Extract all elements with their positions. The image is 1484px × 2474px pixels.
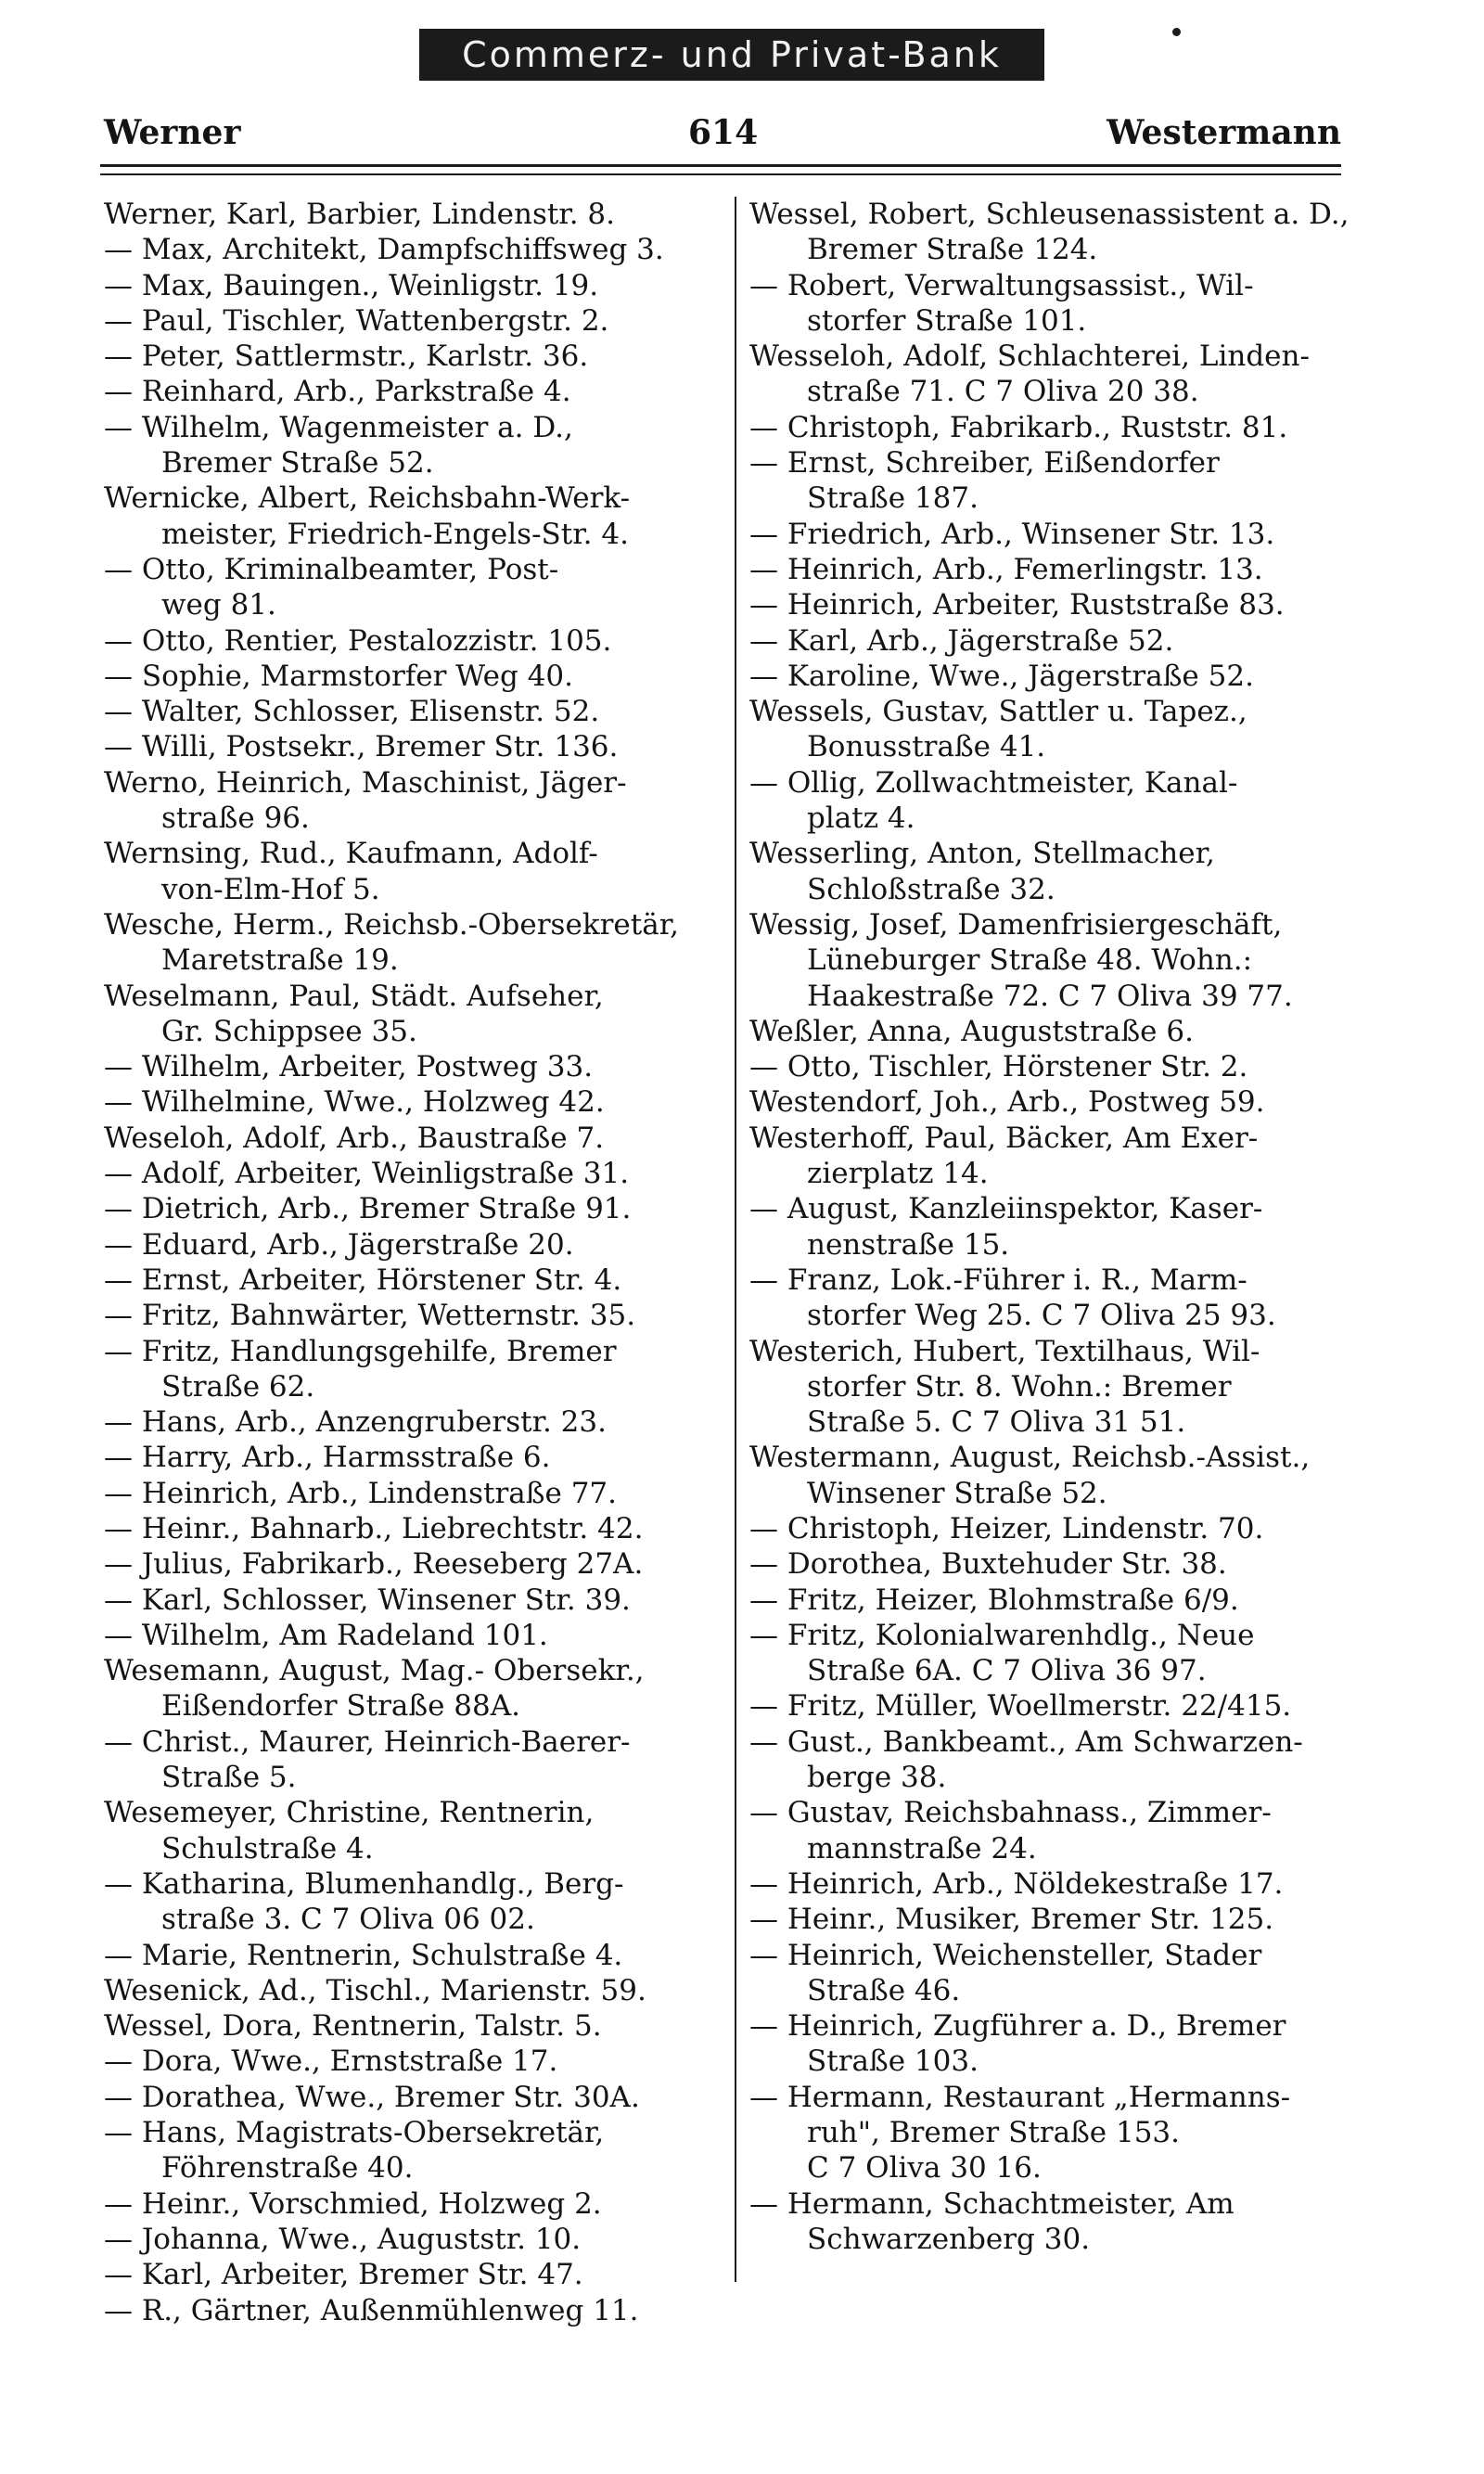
header-rule-thin	[100, 173, 1341, 175]
directory-line: — August, Kanzleiinspektor, Kaser-	[749, 1192, 1263, 1226]
directory-line: Bonusstraße 41.	[807, 730, 1046, 764]
directory-line: — Christoph, Heizer, Lindenstr. 70.	[749, 1511, 1264, 1545]
directory-line: — Wilhelmine, Wwe., Holzweg 42.	[104, 1085, 605, 1120]
directory-line: Bremer Straße 52.	[161, 446, 434, 481]
directory-line: — Wilhelm, Wagenmeister a. D.,	[104, 410, 573, 444]
directory-line: — Karl, Schlosser, Winsener Str. 39.	[104, 1583, 631, 1617]
directory-line: — Ernst, Arbeiter, Hörstener Str. 4.	[104, 1263, 622, 1297]
directory-line: Westerich, Hubert, Textilhaus, Wil-	[749, 1334, 1260, 1368]
directory-line: storfer Str. 8. Wohn.: Bremer	[807, 1369, 1232, 1404]
directory-line: berge 38.	[807, 1761, 947, 1795]
directory-line: meister, Friedrich-Engels-Str. 4.	[161, 517, 629, 551]
directory-line: platz 4.	[807, 801, 915, 836]
directory-line: zierplatz 14.	[807, 1157, 989, 1191]
directory-line: Maretstraße 19.	[161, 943, 399, 978]
column-divider	[735, 197, 736, 2282]
directory-line: Straße 103.	[807, 2045, 979, 2079]
directory-line: — Max, Bauingen., Weinligstr. 19.	[104, 268, 599, 302]
directory-line: — Heinrich, Weichensteller, Stader	[749, 1938, 1262, 1972]
directory-line: — Dietrich, Arb., Bremer Straße 91.	[104, 1192, 632, 1226]
directory-line: Werno, Heinrich, Maschinist, Jäger-	[104, 765, 627, 800]
header-rule-thick	[100, 164, 1341, 167]
directory-line: — Heinrich, Arb., Femerlingstr. 13.	[749, 552, 1263, 586]
directory-line: — Otto, Tischler, Hörstener Str. 2.	[749, 1050, 1248, 1084]
running-head-right: Westermann	[1107, 113, 1341, 152]
directory-line: — Sophie, Marmstorfer Weg 40.	[104, 659, 573, 693]
directory-line: Wessels, Gustav, Sattler u. Tapez.,	[749, 695, 1247, 729]
directory-line: — Otto, Rentier, Pestalozzistr. 105.	[104, 623, 612, 658]
directory-line: Weselmann, Paul, Städt. Aufseher,	[104, 979, 604, 1013]
directory-line: Westendorf, Joh., Arb., Postweg 59.	[749, 1085, 1265, 1120]
directory-line: — Paul, Tischler, Wattenbergstr. 2.	[104, 303, 609, 338]
directory-line: — Dora, Wwe., Ernststraße 17.	[104, 2045, 558, 2079]
directory-line: — Franz, Lok.-Führer i. R., Marm-	[749, 1263, 1247, 1297]
directory-line: — Fritz, Kolonialwarenhdlg., Neue	[749, 1618, 1255, 1652]
directory-line: Bremer Straße 124.	[807, 233, 1098, 267]
directory-line: straße 96.	[161, 801, 310, 836]
directory-line: weg 81.	[161, 588, 276, 622]
directory-line: — Heinr., Musiker, Bremer Str. 125.	[749, 1903, 1274, 1937]
directory-line: Wessel, Robert, Schleusenassistent a. D.,	[749, 198, 1350, 231]
directory-line: Wessig, Josef, Damenfrisiergeschäft,	[749, 907, 1283, 942]
directory-line: Schloßstraße 32.	[807, 872, 1055, 906]
directory-line: — Heinrich, Arbeiter, Ruststraße 83.	[749, 588, 1285, 622]
directory-line: Gr. Schippsee 35.	[161, 1014, 417, 1048]
directory-line: Wesenick, Ad., Tischl., Marienstr. 59.	[104, 1973, 646, 2007]
directory-line: ruh", Bremer Straße 153.	[807, 2116, 1181, 2150]
directory-line: Wessel, Dora, Rentnerin, Talstr. 5.	[104, 2009, 602, 2044]
directory-line: — Willi, Postsekr., Bremer Str. 136.	[104, 730, 619, 764]
directory-line: Straße 46.	[807, 1973, 961, 2007]
directory-line: — Ollig, Zollwachtmeister, Kanal-	[749, 765, 1238, 800]
directory-line: — Robert, Verwaltungsassist., Wil-	[749, 268, 1254, 302]
directory-line: — Dorothea, Buxtehuder Str. 38.	[749, 1547, 1227, 1582]
directory-line: — Wilhelm, Arbeiter, Postweg 33.	[104, 1050, 594, 1084]
directory-line: — Walter, Schlosser, Elisenstr. 52.	[104, 695, 600, 729]
directory-line: Straße 187.	[807, 481, 979, 516]
bank-banner: Commerz- und Privat-Bank	[419, 29, 1044, 81]
directory-line: — Hermann, Schachtmeister, Am	[749, 2186, 1235, 2221]
directory-line: — Heinrich, Arb., Lindenstraße 77.	[104, 1476, 617, 1510]
directory-line: — Johanna, Wwe., Auguststr. 10.	[104, 2222, 582, 2256]
print-dot	[1172, 28, 1181, 36]
running-head-left: Werner	[104, 113, 241, 152]
directory-line: storfer Weg 25. C 7 Oliva 25 93.	[807, 1299, 1276, 1333]
directory-line: — Peter, Sattlermstr., Karlstr. 36.	[104, 340, 589, 374]
directory-line: mannstraße 24.	[807, 1831, 1037, 1865]
directory-line: Straße 5.	[161, 1761, 297, 1795]
directory-line: Wesemeyer, Christine, Rentnerin,	[104, 1796, 595, 1830]
directory-line: — Karl, Arb., Jägerstraße 52.	[749, 623, 1174, 658]
directory-line: — Max, Architekt, Dampfschiffsweg 3.	[104, 233, 664, 267]
directory-line: Wesserling, Anton, Stellmacher,	[749, 837, 1215, 871]
directory-line: Schwarzenberg 30.	[807, 2222, 1091, 2256]
directory-line: Lüneburger Straße 48. Wohn.:	[807, 943, 1253, 978]
page-number: 614	[688, 113, 759, 152]
directory-line: Schulstraße 4.	[161, 1831, 374, 1865]
directory-line: Westerhoff, Paul, Bäcker, Am Exer-	[749, 1121, 1259, 1155]
directory-line: Straße 6A. C 7 Oliva 36 97.	[807, 1654, 1207, 1688]
directory-line: Werner, Karl, Barbier, Lindenstr. 8.	[104, 198, 616, 231]
directory-line: storfer Straße 101.	[807, 303, 1087, 338]
directory-line: — Dorathea, Wwe., Bremer Str. 30A.	[104, 2080, 640, 2114]
directory-line: Wesseloh, Adolf, Schlachterei, Linden-	[749, 340, 1310, 374]
directory-line: — Adolf, Arbeiter, Weinligstraße 31.	[104, 1157, 630, 1191]
directory-line: — Christoph, Fabrikarb., Ruststr. 81.	[749, 410, 1288, 444]
directory-line: — Marie, Rentnerin, Schulstraße 4.	[104, 1938, 623, 1972]
directory-line: Wesche, Herm., Reichsb.-Obersekretär,	[104, 907, 679, 942]
directory-line: Straße 62.	[161, 1369, 315, 1404]
directory-line: — Eduard, Arb., Jägerstraße 20.	[104, 1227, 574, 1262]
directory-line: — Hans, Arb., Anzengruberstr. 23.	[104, 1405, 607, 1440]
directory-line: — Fritz, Bahnwärter, Wetternstr. 35.	[104, 1299, 636, 1333]
directory-line: C 7 Oliva 30 16.	[807, 2151, 1042, 2186]
directory-line: Haakestraße 72. C 7 Oliva 39 77.	[807, 979, 1293, 1013]
directory-line: — Hermann, Restaurant „Hermanns-	[749, 2080, 1291, 2114]
directory-line: — Otto, Kriminalbeamter, Post-	[104, 552, 559, 586]
directory-line: Föhrenstraße 40.	[161, 2151, 414, 2186]
directory-line: — Christ., Maurer, Heinrich-Baerer-	[104, 1724, 631, 1759]
directory-line: — Heinrich, Zugführer a. D., Bremer	[749, 2009, 1286, 2044]
right-column	[749, 197, 1380, 2257]
directory-line: — Julius, Fabrikarb., Reeseberg 27A.	[104, 1547, 644, 1582]
directory-line: — Wilhelm, Am Radeland 101.	[104, 1618, 548, 1652]
directory-line: — Karl, Arbeiter, Bremer Str. 47.	[104, 2258, 583, 2292]
left-column	[104, 197, 723, 2328]
directory-line: — Harry, Arb., Harmsstraße 6.	[104, 1441, 551, 1475]
directory-line: — Gust., Bankbeamt., Am Schwarzen-	[749, 1724, 1303, 1759]
directory-line: Wernsing, Rud., Kaufmann, Adolf-	[104, 837, 598, 871]
directory-line: Wernicke, Albert, Reichsbahn-Werk-	[104, 481, 631, 516]
directory-line: Wesemann, August, Mag.- Obersekr.,	[104, 1654, 645, 1688]
directory-line: straße 3. C 7 Oliva 06 02.	[161, 1903, 535, 1937]
directory-line: Straße 5. C 7 Oliva 31 51.	[807, 1405, 1186, 1440]
directory-line: Westermann, August, Reichsb.-Assist.,	[749, 1441, 1311, 1475]
directory-line: nenstraße 15.	[807, 1227, 1010, 1262]
directory-line: Winsener Straße 52.	[807, 1476, 1107, 1510]
directory-line: — Gustav, Reichsbahnass., Zimmer-	[749, 1796, 1272, 1830]
directory-line: — Heinrich, Arb., Nöldekestraße 17.	[749, 1866, 1284, 1901]
directory-line: — Karoline, Wwe., Jägerstraße 52.	[749, 659, 1254, 693]
directory-line: Eißendorfer Straße 88A.	[161, 1689, 520, 1724]
directory-line: Weseloh, Adolf, Arb., Baustraße 7.	[104, 1121, 605, 1155]
directory-line: — Katharina, Blumenhandlg., Berg-	[104, 1866, 624, 1901]
directory-line: von-Elm-Hof 5.	[161, 872, 380, 906]
directory-line: — Reinhard, Arb., Parkstraße 4.	[104, 375, 571, 409]
directory-line: — Hans, Magistrats-Obersekretär,	[104, 2116, 605, 2150]
directory-line: — Heinr., Bahnarb., Liebrechtstr. 42.	[104, 1511, 644, 1545]
directory-line: — Heinr., Vorschmied, Holzweg 2.	[104, 2186, 602, 2221]
directory-line: Weßler, Anna, Auguststraße 6.	[749, 1014, 1194, 1048]
directory-line: — Fritz, Handlungsgehilfe, Bremer	[104, 1334, 617, 1368]
directory-line: — Fritz, Heizer, Blohmstraße 6/9.	[749, 1583, 1239, 1617]
directory-line: — Ernst, Schreiber, Eißendorfer	[749, 446, 1220, 481]
directory-line: — Friedrich, Arb., Winsener Str. 13.	[749, 517, 1275, 551]
directory-line: straße 71. C 7 Oliva 20 38.	[807, 375, 1199, 409]
directory-line: — Fritz, Müller, Woellmerstr. 22/415.	[749, 1689, 1292, 1724]
directory-line: — R., Gärtner, Außenmühlenweg 11.	[104, 2293, 639, 2327]
